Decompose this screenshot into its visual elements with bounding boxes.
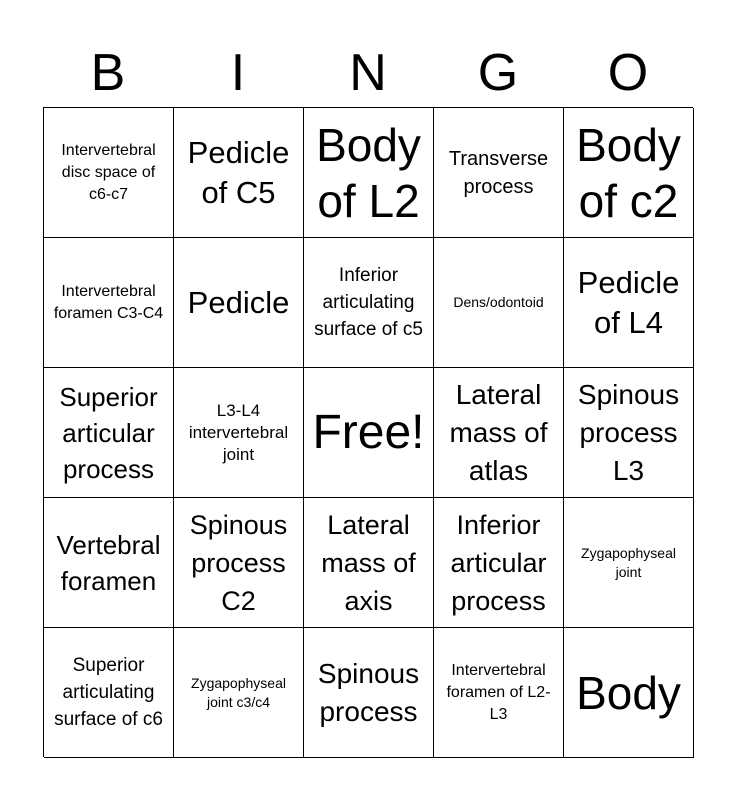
bingo-header xyxy=(43,40,693,106)
header-letter-g: G xyxy=(477,44,519,102)
cell-text: Transverse process xyxy=(448,147,549,198)
cell-text: Zygapophyseal joint c3/c4 xyxy=(191,674,286,710)
bingo-cell[interactable] xyxy=(434,238,564,368)
bingo-cell[interactable] xyxy=(174,108,304,238)
cell-text: Spinous process xyxy=(317,657,420,727)
bingo-cell[interactable] xyxy=(564,108,694,238)
cell-text: Zygapophyseal joint xyxy=(581,544,676,580)
bingo-cell[interactable] xyxy=(564,628,694,758)
cell-text: Pedicle xyxy=(187,284,290,320)
bingo-cell[interactable] xyxy=(304,498,434,628)
cell-text: Body xyxy=(576,666,681,719)
bingo-cell[interactable] xyxy=(174,628,304,758)
cell-text: Inferior articular process xyxy=(450,509,547,616)
bingo-cell[interactable] xyxy=(44,628,174,758)
bingo-cell[interactable] xyxy=(44,108,174,238)
cell-text: Superior articulating surface of c6 xyxy=(54,655,163,730)
bingo-cell[interactable] xyxy=(174,368,304,498)
cell-text: Superior articular process xyxy=(59,381,158,484)
header-letter-i: I xyxy=(230,44,246,102)
bingo-cell[interactable] xyxy=(304,628,434,758)
header-letter-o: O xyxy=(607,44,649,102)
cell-text: Spinous process C2 xyxy=(189,509,288,616)
header-letter-n: N xyxy=(349,44,387,102)
cell-text: Dens/odontoid xyxy=(453,294,544,310)
cell-text: Pedicle of C5 xyxy=(187,134,290,210)
cell-text: Inferior articulating surface of c5 xyxy=(314,265,423,340)
header-letter-b: B xyxy=(90,44,126,102)
cell-text: Intervertebral foramen C3-C4 xyxy=(53,282,164,322)
cell-text: Lateral mass of axis xyxy=(321,509,416,616)
bingo-grid xyxy=(43,107,693,757)
cell-text: Intervertebral foramen of L2-L3 xyxy=(446,661,551,723)
bingo-cell[interactable] xyxy=(434,368,564,498)
bingo-cell[interactable] xyxy=(304,238,434,368)
bingo-cell[interactable] xyxy=(304,368,434,498)
cell-text: Body of c2 xyxy=(576,118,681,227)
bingo-cell[interactable] xyxy=(174,498,304,628)
cell-text: Free! xyxy=(312,405,425,459)
bingo-cell[interactable] xyxy=(304,108,434,238)
cell-text: Pedicle of L4 xyxy=(577,264,680,340)
cell-text: Vertebral foramen xyxy=(56,529,161,596)
bingo-cell[interactable] xyxy=(44,238,174,368)
bingo-cell[interactable] xyxy=(564,238,694,368)
bingo-cell[interactable] xyxy=(434,108,564,238)
cell-text: Body of L2 xyxy=(316,118,421,227)
cell-text: Intervertebral disc space of c6-c7 xyxy=(61,141,156,203)
bingo-cell[interactable] xyxy=(434,498,564,628)
cell-text: Spinous process L3 xyxy=(577,378,680,486)
bingo-cell[interactable] xyxy=(434,628,564,758)
bingo-cell[interactable] xyxy=(564,498,694,628)
bingo-cell[interactable] xyxy=(44,498,174,628)
bingo-cell[interactable] xyxy=(174,238,304,368)
bingo-cell[interactable] xyxy=(44,368,174,498)
bingo-cell[interactable] xyxy=(564,368,694,498)
cell-text: Lateral mass of atlas xyxy=(449,378,548,486)
cell-text: L3-L4 intervertebral joint xyxy=(188,400,289,464)
